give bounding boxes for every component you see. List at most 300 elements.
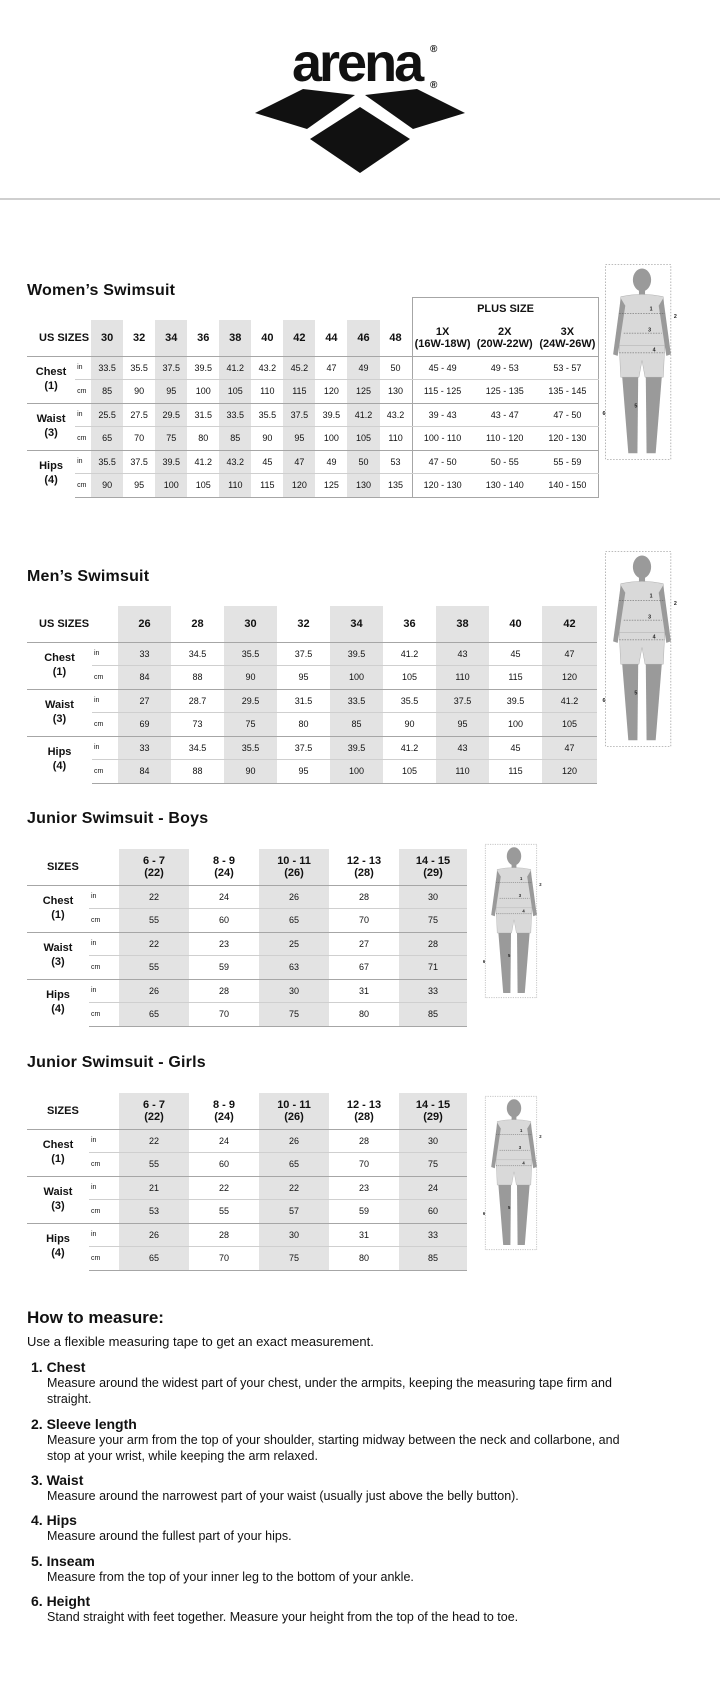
boys-size-label: 14 - 15 [415, 854, 451, 867]
boys-row [27, 956, 467, 980]
boys-cell: 26 [259, 885, 329, 909]
men-cell: 105 [383, 666, 436, 690]
girls-mark-4: 4 [522, 1160, 525, 1166]
boys-cell: 30 [259, 979, 329, 1003]
girls-header-row [27, 1093, 467, 1129]
women-plus-size-sub: (20W-22W) [476, 337, 533, 350]
boys-mark-2: 2 [539, 882, 542, 888]
girls-cell: 24 [189, 1129, 259, 1153]
boys-unit: in [89, 932, 119, 956]
how-to-item-desc: Stand straight with feet together. Measure your height from the top of the head to toe. [47, 1609, 519, 1624]
women-cell: 39.5 [315, 403, 347, 427]
girls-cell: 85 [399, 1247, 467, 1271]
women-row [27, 356, 599, 380]
women-size-header: 44 [315, 320, 347, 356]
men-cell: 95 [277, 666, 330, 690]
men-cell: 100 [489, 713, 542, 737]
boys-row [27, 909, 467, 933]
men-cell: 45 [489, 736, 542, 760]
girls-left-leg [498, 1185, 511, 1245]
men-size-header: 28 [171, 606, 224, 642]
boys-size-header [399, 849, 467, 885]
women-sizes-label: US SIZES [27, 320, 91, 356]
boys-size-label: 12 - 13 [346, 854, 382, 867]
boys-cell: 30 [399, 885, 467, 909]
men-cell: 29.5 [224, 689, 277, 713]
men-cell: 41.2 [383, 736, 436, 760]
women-plus-cell: 140 - 150 [536, 474, 599, 498]
boys-size-sub: (24) [214, 866, 234, 879]
girls-size-header [399, 1093, 467, 1129]
women-cell: 31.5 [187, 403, 219, 427]
men-measure-label [27, 736, 92, 783]
men-unit: cm [92, 713, 118, 737]
men-cell: 35.5 [224, 642, 277, 666]
women-cell: 53 [380, 450, 412, 474]
men-size-header: 34 [330, 606, 383, 642]
how-to-measure [27, 1308, 627, 1633]
girls-size-header [119, 1093, 189, 1129]
boys-size-sub: (29) [423, 866, 443, 879]
boys-measure-num: (1) [51, 908, 65, 921]
women-cell: 25.5 [91, 403, 123, 427]
how-to-item-desc: Measure your arm from the top of your shoulder, starting midway between the neck and collarbone, and stop at your wrist, while keeping the arm relaxed. [47, 1432, 620, 1463]
women-cell: 90 [251, 427, 283, 451]
women-size-header: 34 [155, 320, 187, 356]
women-cell: 35.5 [251, 403, 283, 427]
men-size-header: 26 [118, 606, 171, 642]
girls-title: Junior Swimsuit - Girls [27, 1054, 206, 1071]
men-row [27, 642, 597, 666]
women-size-header: 42 [283, 320, 315, 356]
women-cell: 95 [123, 474, 155, 498]
girls-measure-name: Hips [46, 1233, 70, 1245]
women-cell: 35.5 [91, 450, 123, 474]
women-cell: 105 [187, 474, 219, 498]
boys-figure-svg [484, 813, 544, 1029]
men-mark-4: 4 [652, 634, 656, 641]
women-plus-size-header [412, 320, 474, 356]
how-to-title: How to measure: [27, 1308, 164, 1327]
girls-cell: 60 [189, 1153, 259, 1177]
men-row [27, 689, 597, 713]
men-mark-1: 1 [649, 593, 653, 600]
women-plus-size-sub: (16W-18W) [414, 337, 471, 350]
men-cell: 95 [436, 713, 489, 737]
men-right-leg [646, 664, 662, 740]
boys-size-header [189, 849, 259, 885]
boys-measure-num: (3) [51, 955, 65, 968]
boys-measure-label [27, 932, 89, 979]
men-cell: 43 [436, 642, 489, 666]
women-plus-size-header [536, 320, 599, 356]
boys-unit: in [89, 885, 119, 909]
men-row [27, 760, 597, 784]
girls-size-sub: (26) [284, 1110, 304, 1123]
boys-row [27, 1003, 467, 1027]
men-measure-name: Chest [44, 651, 75, 664]
girls-size-sub: (24) [214, 1110, 234, 1123]
women-size-header: 40 [251, 320, 283, 356]
women-cell: 37.5 [123, 450, 155, 474]
how-to-item-desc: Measure around the widest part of your chest, under the armpits, keeping the measuring tape firm and straight. [47, 1376, 612, 1407]
girls-size-label: 8 - 9 [213, 1098, 236, 1111]
women-measure-name: Waist [36, 412, 66, 425]
girls-measure-num: (3) [51, 1199, 65, 1212]
registered-mark: ® [430, 44, 438, 55]
girls-cell: 53 [119, 1200, 189, 1224]
women-cell: 120 [283, 474, 315, 498]
boys-size-label: 8 - 9 [213, 854, 236, 867]
men-cell: 100 [330, 760, 383, 784]
men-measure-name: Waist [45, 698, 74, 711]
men-size-header: 30 [224, 606, 277, 642]
how-to-item-desc: Measure around the fullest part of your hips. [47, 1529, 292, 1544]
women-size-header: 48 [380, 320, 412, 356]
girls-cell: 55 [189, 1200, 259, 1224]
men-unit: cm [92, 760, 118, 784]
men-cell: 39.5 [330, 642, 383, 666]
boys-measure-label [27, 979, 89, 1026]
men-size-header: 40 [489, 606, 542, 642]
men-cell: 105 [542, 713, 597, 737]
boys-measure-name: Chest [42, 894, 74, 907]
women-cell: 41.2 [187, 450, 219, 474]
girls-cell: 70 [329, 1153, 399, 1177]
women-unit: cm [75, 380, 91, 404]
women-plus-cell: 130 - 140 [474, 474, 536, 498]
girls-size-sub: (28) [354, 1110, 374, 1123]
men-mark-3: 3 [648, 614, 652, 621]
boys-cell: 27 [329, 932, 399, 956]
women-cell: 50 [347, 450, 379, 474]
boys-cell: 26 [119, 979, 189, 1003]
women-plus-cell: 125 - 135 [474, 380, 536, 404]
girls-cell: 75 [259, 1247, 329, 1271]
men-mark-6: 6 [602, 698, 606, 705]
how-to-item-title: 3. Waist [31, 1472, 84, 1488]
boys-size-sub: (22) [144, 866, 164, 879]
men-cell: 37.5 [436, 689, 489, 713]
men-mark-2: 2 [673, 600, 677, 607]
boys-cell: 28 [399, 932, 467, 956]
women-cell: 49 [347, 356, 379, 380]
women-measure-num: (1) [44, 379, 58, 392]
girls-cell: 24 [399, 1176, 467, 1200]
men-size-header: 42 [542, 606, 597, 642]
boys-row [27, 885, 467, 909]
women-plus-cell: 47 - 50 [412, 450, 474, 474]
girls-cell: 28 [189, 1223, 259, 1247]
women-cell: 125 [347, 380, 379, 404]
men-measure-label [27, 689, 92, 736]
women-plus-cell: 45 - 49 [412, 356, 474, 380]
girls-head [507, 1099, 521, 1117]
men-cell: 90 [383, 713, 436, 737]
women-header-row [27, 320, 599, 356]
girls-size-header [329, 1093, 399, 1129]
header [0, 0, 720, 200]
girls-mark-3: 3 [518, 1145, 522, 1150]
girls-cell: 59 [329, 1200, 399, 1224]
boys-cell: 80 [329, 1003, 399, 1027]
girls-cell: 75 [399, 1153, 467, 1177]
women-measure-num: (4) [44, 473, 58, 486]
women-mark-6: 6 [602, 411, 606, 418]
girls-torso [496, 1120, 532, 1161]
women-cell: 105 [347, 427, 379, 451]
women-figure-svg [604, 226, 680, 498]
women-cell: 110 [219, 474, 251, 498]
women-unit: cm [75, 474, 91, 498]
women-cell: 49 [315, 450, 347, 474]
girls-unit: in [89, 1223, 119, 1247]
girls-row [27, 1200, 467, 1224]
boys-figure [484, 813, 544, 1029]
men-title: Men’s Swimsuit [27, 568, 150, 585]
women-plus-cell: 43 - 47 [474, 403, 536, 427]
boys-measure-label [27, 885, 89, 932]
women-cell: 120 [315, 380, 347, 404]
how-to-item [27, 1416, 627, 1465]
women-cell: 110 [380, 427, 412, 451]
how-to-item [27, 1512, 627, 1544]
girls-unit: cm [89, 1153, 119, 1177]
girls-row [27, 1153, 467, 1177]
men-figure-svg [604, 513, 680, 785]
women-cell: 85 [219, 427, 251, 451]
men-sizes-label: US SIZES [27, 606, 118, 642]
women-size-header: 32 [123, 320, 155, 356]
boys-cell: 71 [399, 956, 467, 980]
men-measure-name: Hips [47, 746, 72, 758]
women-plus-size-header [474, 320, 536, 356]
boys-size-table [27, 849, 467, 1027]
boys-title: Junior Swimsuit - Boys [27, 810, 209, 827]
men-cell: 41.2 [383, 642, 436, 666]
women-figure [604, 226, 680, 498]
women-plus-cell: 47 - 50 [536, 403, 599, 427]
men-cell: 110 [436, 760, 489, 784]
women-row [27, 450, 599, 474]
men-cell: 90 [224, 666, 277, 690]
men-cell: 34.5 [171, 736, 224, 760]
women-cell: 90 [123, 380, 155, 404]
men-cell: 75 [224, 713, 277, 737]
women-shorts [619, 345, 665, 377]
boys-left-leg [498, 933, 511, 993]
girls-mark-2: 2 [539, 1134, 542, 1140]
how-to-item-title: 4. Hips [31, 1512, 77, 1529]
boys-mark-4: 4 [522, 908, 525, 914]
women-mark-2: 2 [673, 313, 677, 320]
boys-cell: 85 [399, 1003, 467, 1027]
women-row [27, 474, 599, 498]
boys-mark-1: 1 [520, 876, 523, 882]
girls-size-label: 6 - 7 [143, 1098, 166, 1111]
women-plus-cell: 135 - 145 [536, 380, 599, 404]
men-cell: 37.5 [277, 642, 330, 666]
women-plus-cell: 49 - 53 [474, 356, 536, 380]
women-row [27, 427, 599, 451]
men-cell: 95 [277, 760, 330, 784]
women-cell: 80 [187, 427, 219, 451]
boys-size-header [329, 849, 399, 885]
how-to-item [27, 1472, 627, 1504]
women-cell: 41.2 [219, 356, 251, 380]
boys-unit: cm [89, 1003, 119, 1027]
boys-cell: 59 [189, 956, 259, 980]
boys-cell: 55 [119, 956, 189, 980]
girls-cell: 65 [259, 1153, 329, 1177]
men-head [633, 556, 651, 579]
men-cell: 100 [330, 666, 383, 690]
girls-size-sub: (22) [144, 1110, 164, 1123]
boys-cell: 22 [119, 885, 189, 909]
girls-cell: 26 [259, 1129, 329, 1153]
girls-size-label: 12 - 13 [346, 1098, 382, 1111]
plus-size-title: PLUS SIZE [477, 303, 534, 315]
boys-cell: 70 [189, 1003, 259, 1027]
men-cell: 41.2 [542, 689, 597, 713]
boys-mark-3: 3 [518, 893, 522, 898]
girls-cell: 22 [119, 1129, 189, 1153]
women-size-header: 36 [187, 320, 219, 356]
how-to-item-title: 6. Height [31, 1592, 91, 1609]
women-mark-1: 1 [649, 306, 653, 313]
boys-shorts [496, 908, 532, 933]
boys-size-label: 6 - 7 [143, 854, 166, 867]
women-measure-num: (3) [44, 426, 58, 439]
men-cell: 88 [171, 666, 224, 690]
boys-size-sub: (26) [284, 866, 304, 879]
men-cell: 28.7 [171, 689, 224, 713]
men-row [27, 713, 597, 737]
men-cell: 110 [436, 666, 489, 690]
girls-figure-svg [484, 1073, 544, 1273]
boys-cell: 67 [329, 956, 399, 980]
women-right-leg [646, 377, 662, 453]
women-cell: 43.2 [380, 403, 412, 427]
women-mark-4: 4 [652, 347, 656, 354]
women-plus-size-label: 3X [560, 325, 575, 338]
registered-mark-2: ® [430, 80, 438, 91]
women-cell: 29.5 [155, 403, 187, 427]
men-torso [619, 581, 665, 633]
women-cell: 39.5 [155, 450, 187, 474]
women-cell: 95 [155, 380, 187, 404]
men-measure-num: (4) [52, 759, 67, 772]
women-plus-cell: 53 - 57 [536, 356, 599, 380]
boys-cell: 60 [189, 909, 259, 933]
men-cell: 33 [118, 736, 171, 760]
men-unit: in [92, 689, 118, 713]
men-cell: 120 [542, 666, 597, 690]
boys-cell: 28 [329, 885, 399, 909]
girls-size-header [259, 1093, 329, 1129]
girls-sizes-label: SIZES [27, 1093, 119, 1129]
women-cell: 100 [155, 474, 187, 498]
girls-size-label: 14 - 15 [415, 1098, 451, 1111]
girls-row [27, 1247, 467, 1271]
girls-mark-6: 6 [482, 1211, 486, 1216]
women-cell: 37.5 [283, 403, 315, 427]
women-measure-label [27, 403, 75, 450]
men-measure-num: (1) [52, 665, 67, 678]
girls-measure-label [27, 1176, 89, 1223]
girls-mark-5: 5 [508, 1205, 511, 1210]
women-cell: 45.2 [283, 356, 315, 380]
boys-mark-6: 6 [482, 959, 486, 964]
women-head [633, 269, 651, 292]
women-unit: in [75, 356, 91, 380]
men-cell: 33.5 [330, 689, 383, 713]
girls-unit: in [89, 1129, 119, 1153]
girls-cell: 33 [399, 1223, 467, 1247]
girls-cell: 22 [259, 1176, 329, 1200]
women-cell: 33.5 [91, 356, 123, 380]
how-to-item [27, 1593, 627, 1625]
men-header-row [27, 606, 597, 642]
girls-cell: 21 [119, 1176, 189, 1200]
girls-row [27, 1223, 467, 1247]
men-cell: 47 [542, 736, 597, 760]
women-cell: 70 [123, 427, 155, 451]
girls-right-leg [517, 1185, 530, 1245]
women-plus-size-sub: (24W-26W) [539, 337, 596, 350]
men-cell: 39.5 [330, 736, 383, 760]
boys-cell: 31 [329, 979, 399, 1003]
boys-unit: cm [89, 956, 119, 980]
men-cell: 31.5 [277, 689, 330, 713]
women-cell: 39.5 [187, 356, 219, 380]
women-cell: 35.5 [123, 356, 155, 380]
boys-torso [496, 868, 532, 909]
women-cell: 100 [315, 427, 347, 451]
women-cell: 95 [283, 427, 315, 451]
men-cell: 43 [436, 736, 489, 760]
girls-cell: 31 [329, 1223, 399, 1247]
brand-logo-text: arena [292, 33, 422, 93]
women-cell: 130 [347, 474, 379, 498]
boys-cell: 75 [259, 1003, 329, 1027]
how-to-item-desc: Measure around the narrowest part of your waist (usually just above the belly button). [47, 1489, 519, 1503]
boys-head [507, 847, 521, 865]
men-row [27, 666, 597, 690]
women-cell: 47 [283, 450, 315, 474]
boys-size-label: 10 - 11 [277, 854, 311, 867]
girls-size-sub: (29) [423, 1110, 443, 1123]
girls-measure-num: (1) [51, 1152, 65, 1165]
men-figure [604, 513, 680, 785]
girls-cell: 57 [259, 1200, 329, 1224]
boys-header-row [27, 849, 467, 885]
men-size-header: 38 [436, 606, 489, 642]
girls-measure-num: (4) [51, 1246, 65, 1259]
men-cell: 69 [118, 713, 171, 737]
boys-sizes-label: SIZES [27, 849, 119, 885]
girls-cell: 30 [259, 1223, 329, 1247]
women-unit: in [75, 403, 91, 427]
boys-measure-name: Waist [43, 941, 73, 954]
boys-measure-name: Hips [46, 989, 70, 1001]
men-cell: 85 [330, 713, 383, 737]
men-size-header: 36 [383, 606, 436, 642]
women-cell: 125 [315, 474, 347, 498]
women-plus-size-label: 1X [435, 325, 450, 338]
women-cell: 90 [91, 474, 123, 498]
men-cell: 34.5 [171, 642, 224, 666]
